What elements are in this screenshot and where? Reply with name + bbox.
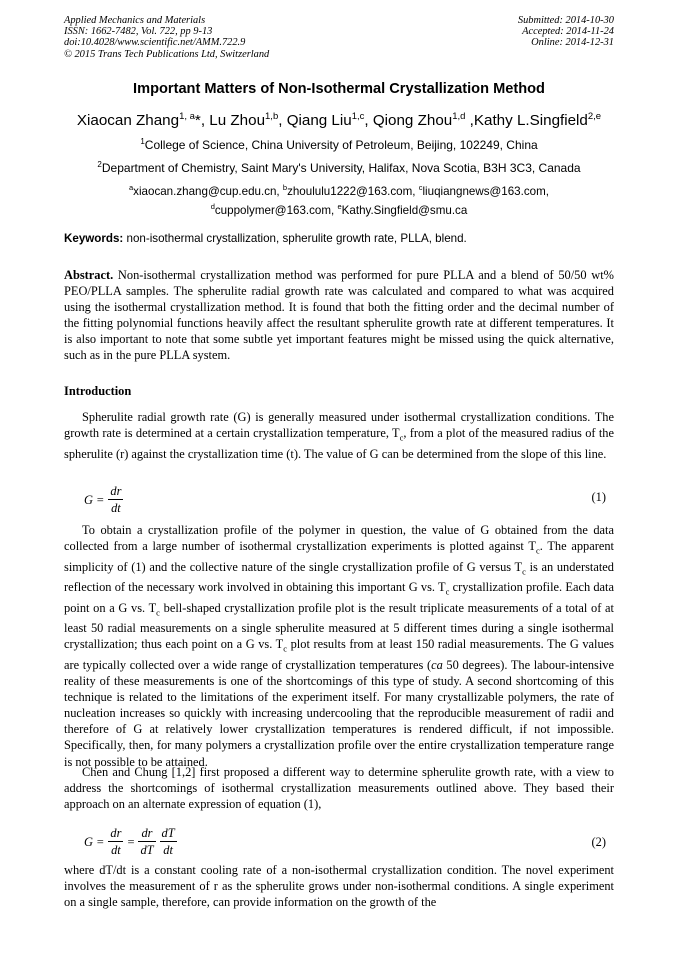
fraction (108, 484, 123, 516)
subscript-c: c (399, 432, 404, 443)
author-name: Kathy L.Singfield (473, 112, 588, 130)
email-a[interactable]: xiaocan.zhang@cup.edu.cn, (133, 184, 280, 198)
paragraph-text: crystallization profile. Each data point on a G vs. T (64, 580, 615, 615)
intro-paragraph-3: Chen and Chung [1,2] first proposed a different way to determine spherulite growth rate, with a view to address the shortcomings of isothermal crystallization measurements outlined above. They based their approach on an alternate expression of equation (1), (64, 765, 614, 812)
fraction-numerator: dr (110, 484, 122, 498)
paragraph-text: bell-shaped crystallization profile plot is the result triplicate measurements of a total of at least 50 radial measurements on a single spherulite measured at 5 different times during a single isothermal crystallization; thus each point on a G vs. T (64, 600, 614, 652)
author-affiliation-mark: 1,c (351, 111, 365, 122)
subscript-c: c (156, 607, 160, 618)
author-separator: , (278, 112, 287, 130)
paragraph-text: To obtain a crystallization profile of the polymer in question, the value of G obtained from the data collected from a large number of isothermal crystallization experiments is plotted against T (64, 523, 614, 554)
fraction-denominator: dt (111, 501, 121, 515)
affiliation-text: College of Science, China University of Petroleum, Beijing, 102249, China (144, 138, 538, 152)
fraction (138, 826, 155, 858)
email-mark: b (282, 183, 288, 192)
journal-doi: doi:10.4028/www.scientific.net/AMM.722.9 (64, 37, 246, 49)
email-b[interactable]: zhoululu1222@163.com, (287, 184, 416, 198)
intro-paragraph-4: where dT/dt is a constant cooling rate of a non-isothermal crystallization condition. The novel experiment involves the measurement of r as the spherulite grows under non-isothermal conditions. A single experiment on a single sample, therefore, can provide information on the growth of the (64, 863, 614, 910)
email-mark: e (337, 201, 342, 211)
fraction (108, 826, 123, 858)
author-separator: *, (194, 112, 210, 130)
paragraph-text: is an understated reflection of the necessary work involved in obtaining this important G vs. T (64, 559, 614, 595)
journal-copyright: © 2015 Trans Tech Publications Ltd, Switzerland (64, 48, 270, 60)
author-affiliation-mark: 1,b (265, 111, 279, 122)
affiliation-mark: 1 (140, 137, 145, 146)
author-list (0, 111, 678, 129)
abstract (64, 267, 614, 364)
author-affiliation-mark: 1,d (452, 111, 466, 122)
equation-1 (84, 484, 123, 516)
paragraph-text: , from a plot of the measured radius of the spherulite (r) against the crystallization time (t). The value of G can be determined from the slope of this line. (64, 426, 614, 461)
equals-sign: = (127, 834, 135, 849)
journal-name: Applied Mechanics and Materials (64, 15, 206, 26)
equation-2-number: (2) (591, 835, 606, 849)
keywords-label: Keywords: (64, 232, 124, 245)
email-mark: d (210, 201, 215, 211)
subscript-c: c (522, 566, 526, 577)
paragraph-text: . The apparent simplicity of (1) and the collective nature of the single crystallization profile of G versus T (64, 539, 614, 574)
subscript-c: c (283, 643, 288, 654)
equation-1-number: (1) (591, 490, 606, 504)
email-mark: c (418, 183, 423, 192)
paragraph-text: Spherulite radial growth rate (G) is generally measured under isothermal crystallization conditions. The growth rate is determined at a certain crystallization temperature, T (64, 410, 614, 441)
fraction-numerator: dr (110, 826, 122, 840)
intro-paragraph-1 (64, 409, 614, 462)
author-affiliation-mark: 1, a (179, 111, 195, 122)
equation-2 (84, 826, 177, 858)
journal-issn: ISSN: 1662-7482, Vol. 722, pp 9-13 (64, 26, 213, 38)
fraction (160, 826, 177, 858)
fraction-denominator: dT (140, 843, 154, 857)
subscript-c: c (535, 545, 540, 556)
paper-title: Important Matters of Non-Isothermal Crystallization Method (133, 81, 545, 97)
equation-lhs: G = (84, 492, 105, 507)
subscript-c: c (445, 586, 450, 597)
online-date: Online: 2014-12-31 (531, 37, 614, 49)
email-mark: a (129, 183, 134, 192)
keywords (64, 232, 624, 245)
paragraph-text: plot results from at least 150 radial measurements. The G values are typically collected over a wide range of crystallization temperatures ( (64, 637, 615, 672)
author-name: Qiong Zhou (372, 112, 453, 130)
email-d[interactable]: cuppolymer@163.com, (214, 203, 335, 217)
author-separator: , (364, 112, 373, 130)
paragraph-text: 50 degrees). The labour-intensive reality of these measurements is one of the shortcomings of this type of study. A second shortcoming of this technique is related to the limitations of the experiment itself. For many crystallizable polymers, the rate of nucleation increases so quickly with increasing undercooling that the reproducible measurement of radii and therefore of G at relatively lower crystallization temperatures is rendered difficult, if not impossible. Specifically, then, for many polymers a crystallization profile over the entire crystallization temperature range is not possible to be attained. (64, 658, 614, 769)
affiliation-1 (0, 137, 678, 152)
author-separator: , (465, 112, 474, 130)
author-name: Xiaocan Zhang (76, 112, 180, 130)
accepted-date: Accepted: 2014-11-24 (522, 26, 614, 38)
email-c[interactable]: liuqiangnews@163.com, (422, 184, 549, 198)
email-line-1 (0, 180, 678, 199)
email-e[interactable]: Kathy.Singfield@smu.ca (341, 203, 468, 217)
abstract-text: Non-isothermal crystallization method was performed for pure PLLA and a blend of 50/50 wt% PEO/PLLA samples. The spherulite radial growth rate was calculated and compared to what was acquired using the isothermal crystallization method. It is found that both the fitting order and the decimal number of the fitting polynomial functions heavily affect the resultant spherulite growth rate at different temperatures. It is also important to note that some subtle yet important features might be missed using the quick alternative, such as in the pure PLLA system. (64, 268, 614, 363)
affiliation-2 (0, 160, 678, 175)
author-name: Qiang Liu (286, 112, 352, 130)
intro-paragraph-2 (64, 522, 614, 770)
fraction-numerator: dr (138, 826, 155, 842)
section-heading-introduction: Introduction (64, 384, 132, 398)
author-affiliation-mark: 2,e (587, 111, 602, 122)
affiliation-mark: 2 (97, 160, 102, 169)
author-name: Lu Zhou (209, 112, 266, 130)
email-line-2 (0, 199, 678, 218)
affiliation-text: Department of Chemistry, Saint Mary's University, Halifax, Nova Scotia, B3H 3C3, Canada (101, 161, 581, 175)
fraction-numerator: dT (161, 826, 175, 840)
keywords-text: non-isothermal crystallization, spherulite growth rate, PLLA, blend. (126, 232, 467, 245)
fraction-denominator: dt (163, 843, 173, 857)
equation-lhs: G = (84, 834, 105, 849)
abstract-label: Abstract. (64, 268, 114, 282)
italic-ca: ca (431, 658, 443, 672)
author-emails (0, 180, 678, 218)
fraction-denominator: dt (111, 843, 121, 857)
journal-info (64, 15, 269, 60)
submission-dates (518, 15, 614, 49)
submitted-date: Submitted: 2014-10-30 (517, 15, 614, 26)
